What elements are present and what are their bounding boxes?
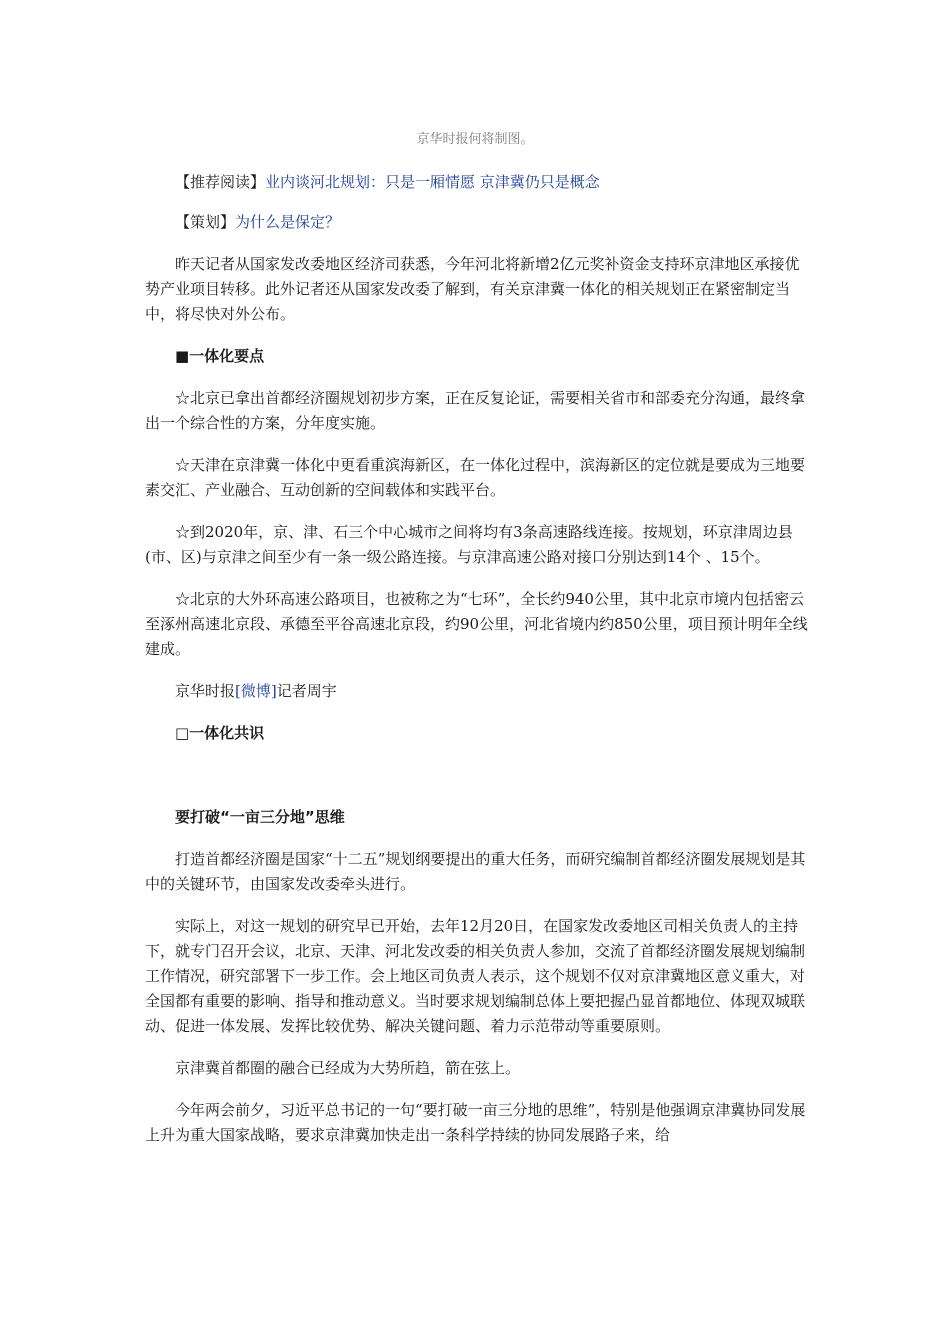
byline-bracket-open: [ [235,682,241,700]
intro-paragraph: 昨天记者从国家发改委地区经济司获悉，今年河北将新增2亿元奖补资金支持环京津地区承接优势产业项目转移。此外记者还从国家发改委了解到，有关京津冀一体化的相关规划正在紧密制定当中，将尽快对外公布。 [145,255,800,323]
byline [145,679,813,704]
key-point-4: ☆北京的大外环高速公路项目，也被称之为“七环”，全长约940公里，其中北京市境内包括密云至涿州高速北京段、承德至平谷高速北京段，约90公里，河北省境内约850公里，项目预计明年全线建成。 [145,590,808,658]
section-heading-key-points: ■一体化要点 [175,347,265,365]
key-point-2: ☆天津在京津冀一体化中更看重滨海新区，在一体化过程中，滨海新区的定位就是要成为三地要素交汇、产业融合、互动创新的空间载体和实践平台。 [145,456,806,499]
weibo-link[interactable]: 微博 [240,682,271,700]
feature-plan [145,210,813,235]
image-caption: 京华时报何将制图。 [416,132,534,147]
consensus-paragraph-4: 今年两会前夕，习近平总书记的一句“要打破一亩三分地的思维”，特别是他强调京津冀协同发展上升为重大国家战略，要求京津冀加快走出一条科学持续的协同发展路子来，给 [145,1101,806,1144]
subheading-mindset: 要打破“一亩三分地”思维 [175,808,345,826]
feature-plan-tag: 【策划】 [175,213,236,231]
byline-prefix: 京华时报 [175,682,236,700]
article-body [145,170,813,1165]
consensus-paragraph-2: 实际上，对这一规划的研究早已开始，去年12月20日，在国家发改委地区司相关负责人的主持下，就专门召开会议，北京、天津、河北发改委的相关负责人参加，交流了首都经济圈发展规划编制工作情况，研究部署下一步工作。会上地区司负责人表示，这个规划不仅对京津冀地区意义重大，对全国都有重要的影响、指导和推动意义。当时要求规划编制总体上要把握凸显首都地位、体现双城联动、促进一体发展、发挥比较优势、解决关键问题、着力示范带动等重要原则。 [145,917,806,1035]
recommended-reading-link[interactable]: 业内谈河北规划：只是一厢情愿 京津冀仍只是概念 [265,173,600,191]
recommended-reading [145,170,813,195]
key-point-3: ☆到2020年，京、津、石三个中心城市之间将均有3条高速路线连接。按规划，环京津周边县(市、区)与京津之间至少有一条一级公路连接。与京津高速公路对接口分别达到14个 、15个。 [145,523,793,566]
consensus-paragraph-3: 京津冀首都圈的融合已经成为大势所趋，箭在弦上。 [175,1059,521,1077]
consensus-paragraph-1: 打造首都经济圈是国家“十二五”规划纲要提出的重大任务，而研究编制首都经济圈发展规划是其中的关键环节，由国家发改委牵头进行。 [145,850,806,893]
recommended-reading-tag: 【推荐阅读】 [175,173,266,191]
byline-bracket-close: ] [270,682,277,700]
feature-plan-link[interactable]: 为什么是保定？ [235,213,341,231]
spacer [145,763,813,805]
key-point-1: ☆北京已拿出首都经济圈规划初步方案，正在反复论证，需要相关省市和部委充分沟通，最终拿出一个综合性的方案，分年度实施。 [145,389,806,432]
section-heading-consensus: □一体化共识 [175,724,265,742]
byline-suffix: 记者周宇 [276,682,337,700]
